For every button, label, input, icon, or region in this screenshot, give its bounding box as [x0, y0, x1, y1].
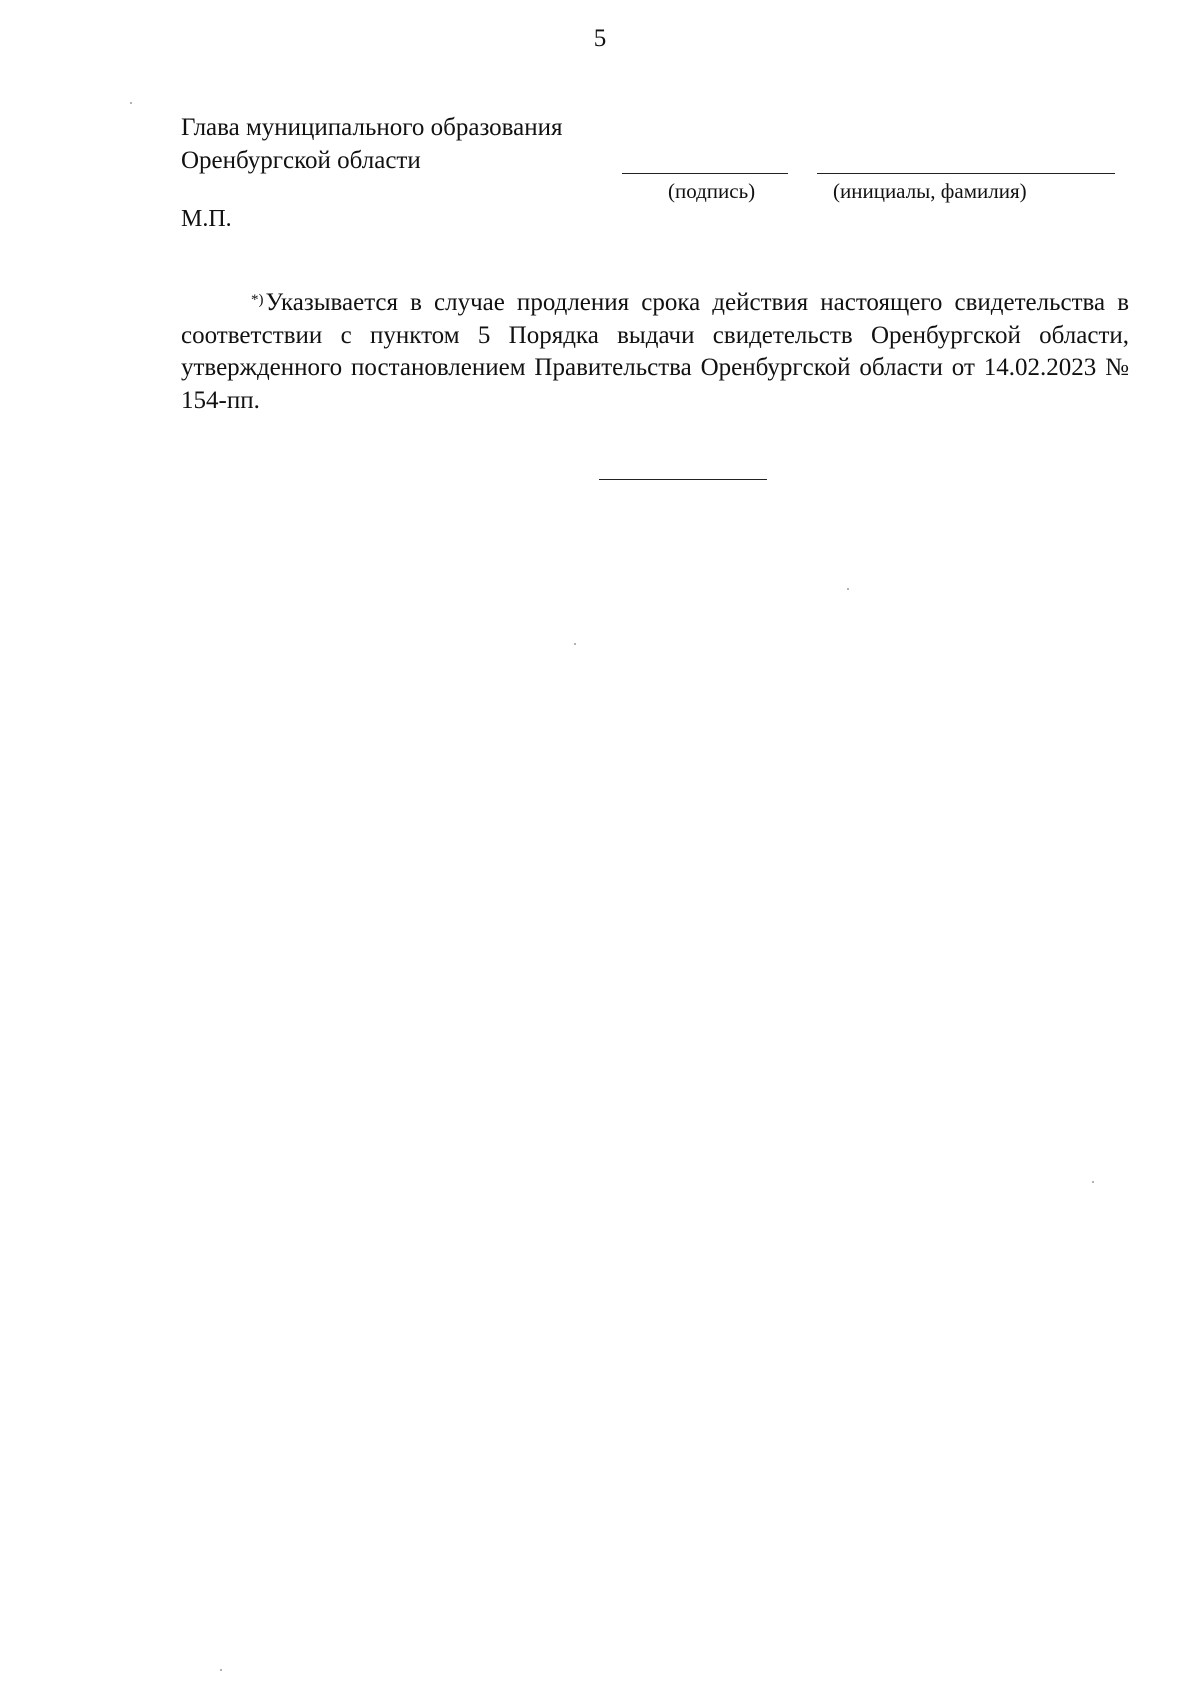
name-line [817, 173, 1115, 174]
scan-speck [847, 588, 849, 590]
scan-speck [220, 1669, 222, 1671]
stamp-label: М.П. [181, 206, 232, 232]
footnote-marker: *) [251, 292, 264, 308]
signature-line [622, 173, 788, 174]
signatory-title-line-2: Оренбургской области [181, 147, 421, 174]
name-caption: (инициалы, фамилия) [833, 179, 1027, 203]
page-number: 5 [593, 25, 607, 52]
signatory-title [181, 111, 563, 177]
signatory-title-line-1: Глава муниципального образования [181, 114, 563, 141]
signature-caption: (подпись) [668, 179, 756, 203]
footnote-text: Указывается в случае продления срока действия настоящего свидетельства в соответствии с пунктом 5 Порядка выдачи свидетельств Оренбургской области, утвержденного постановлением Правительства Оренбургской области от 14.02.2023 № 154-пп. [181, 289, 1129, 414]
footnote [181, 287, 1129, 417]
scan-speck [130, 102, 132, 104]
scan-speck [1092, 1181, 1094, 1183]
scan-speck [574, 643, 576, 645]
end-of-document-rule [599, 479, 767, 480]
